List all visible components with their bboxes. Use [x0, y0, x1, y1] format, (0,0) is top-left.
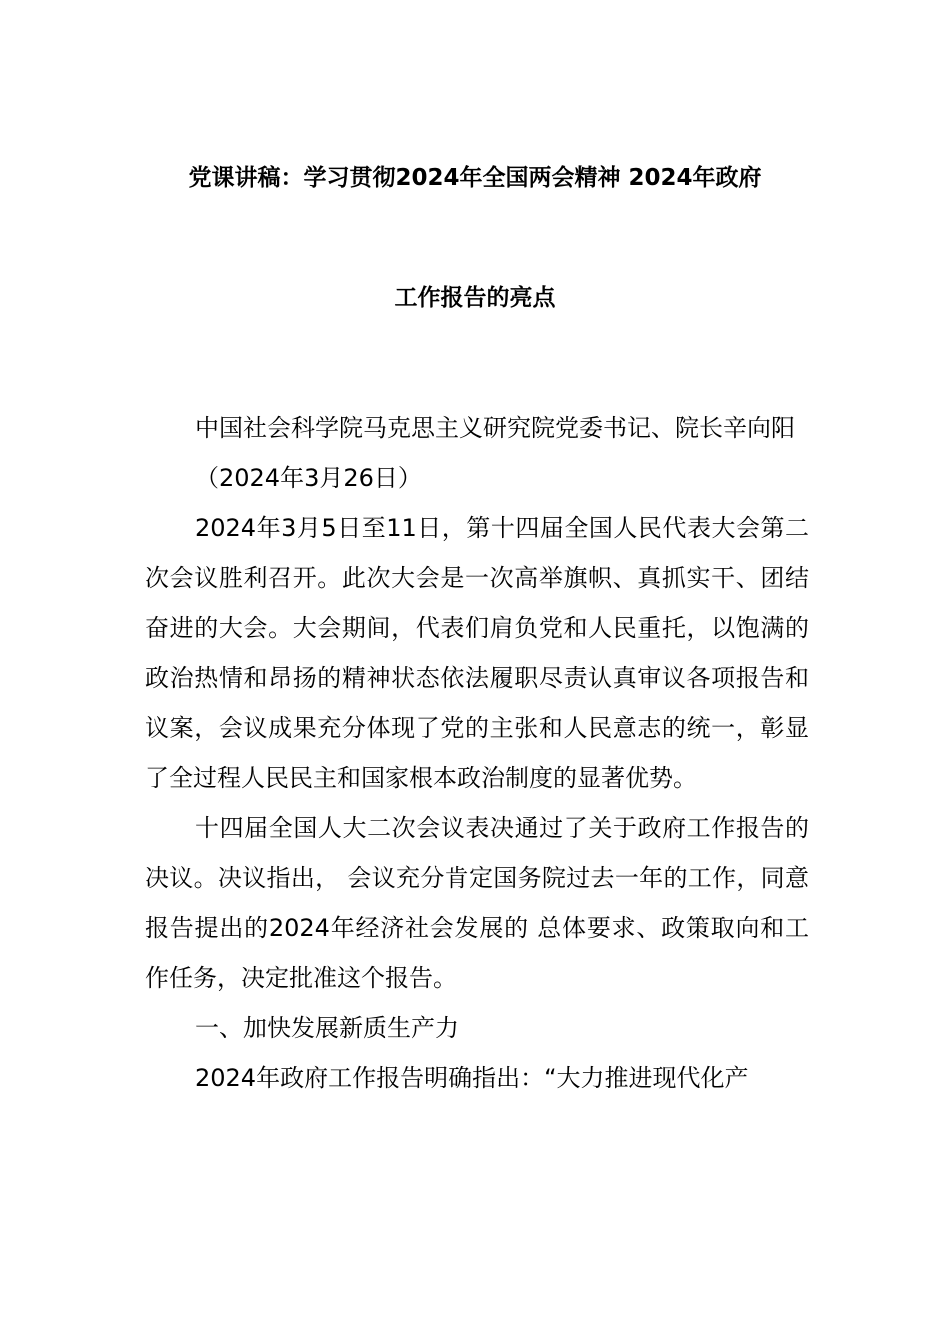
document-title-line-1: 党课讲稿：学习贯彻2024年全国两会精神 2024年政府 — [188, 165, 762, 191]
section-heading-1: 一、加快发展新质生产力 — [195, 1014, 459, 1042]
paragraph-report-quote: 2024年政府工作报告明确指出：“大力推进现代化产 — [195, 1064, 749, 1092]
date-line: （2024年3月26日） — [195, 464, 422, 492]
author-line: 中国社会科学院马克思主义研究院党委书记、院长辛向阳 — [195, 414, 795, 442]
document-title-line-2: 工作报告的亮点 — [394, 285, 556, 311]
document-body — [145, 403, 809, 1103]
paragraph-resolution: 十四届全国人大二次会议表决通过了关于政府工作报告的决议。决议指出， 会议充分肯定国务院过去一年的工作，同意报告提出的2024年经济社会发展的 总体要求、政策取向和工作任务，决定批准这个报告。 — [145, 814, 809, 992]
paragraph-session-summary: 2024年3月5日至11日，第十四届全国人民代表大会第二次会议胜利召开。此次大会是一次高举旗帜、真抓实干、团结奋进的大会。大会期间，代表们肩负党和人民重托，以饱满的政治热情和昂扬的精神状态依法履职尽责认真审议各项报告和议案，会议成果充分体现了党的主张和人民意志的统一，彰显了全过程人民民主和国家根本政治制度的显著优势。 — [145, 514, 809, 792]
